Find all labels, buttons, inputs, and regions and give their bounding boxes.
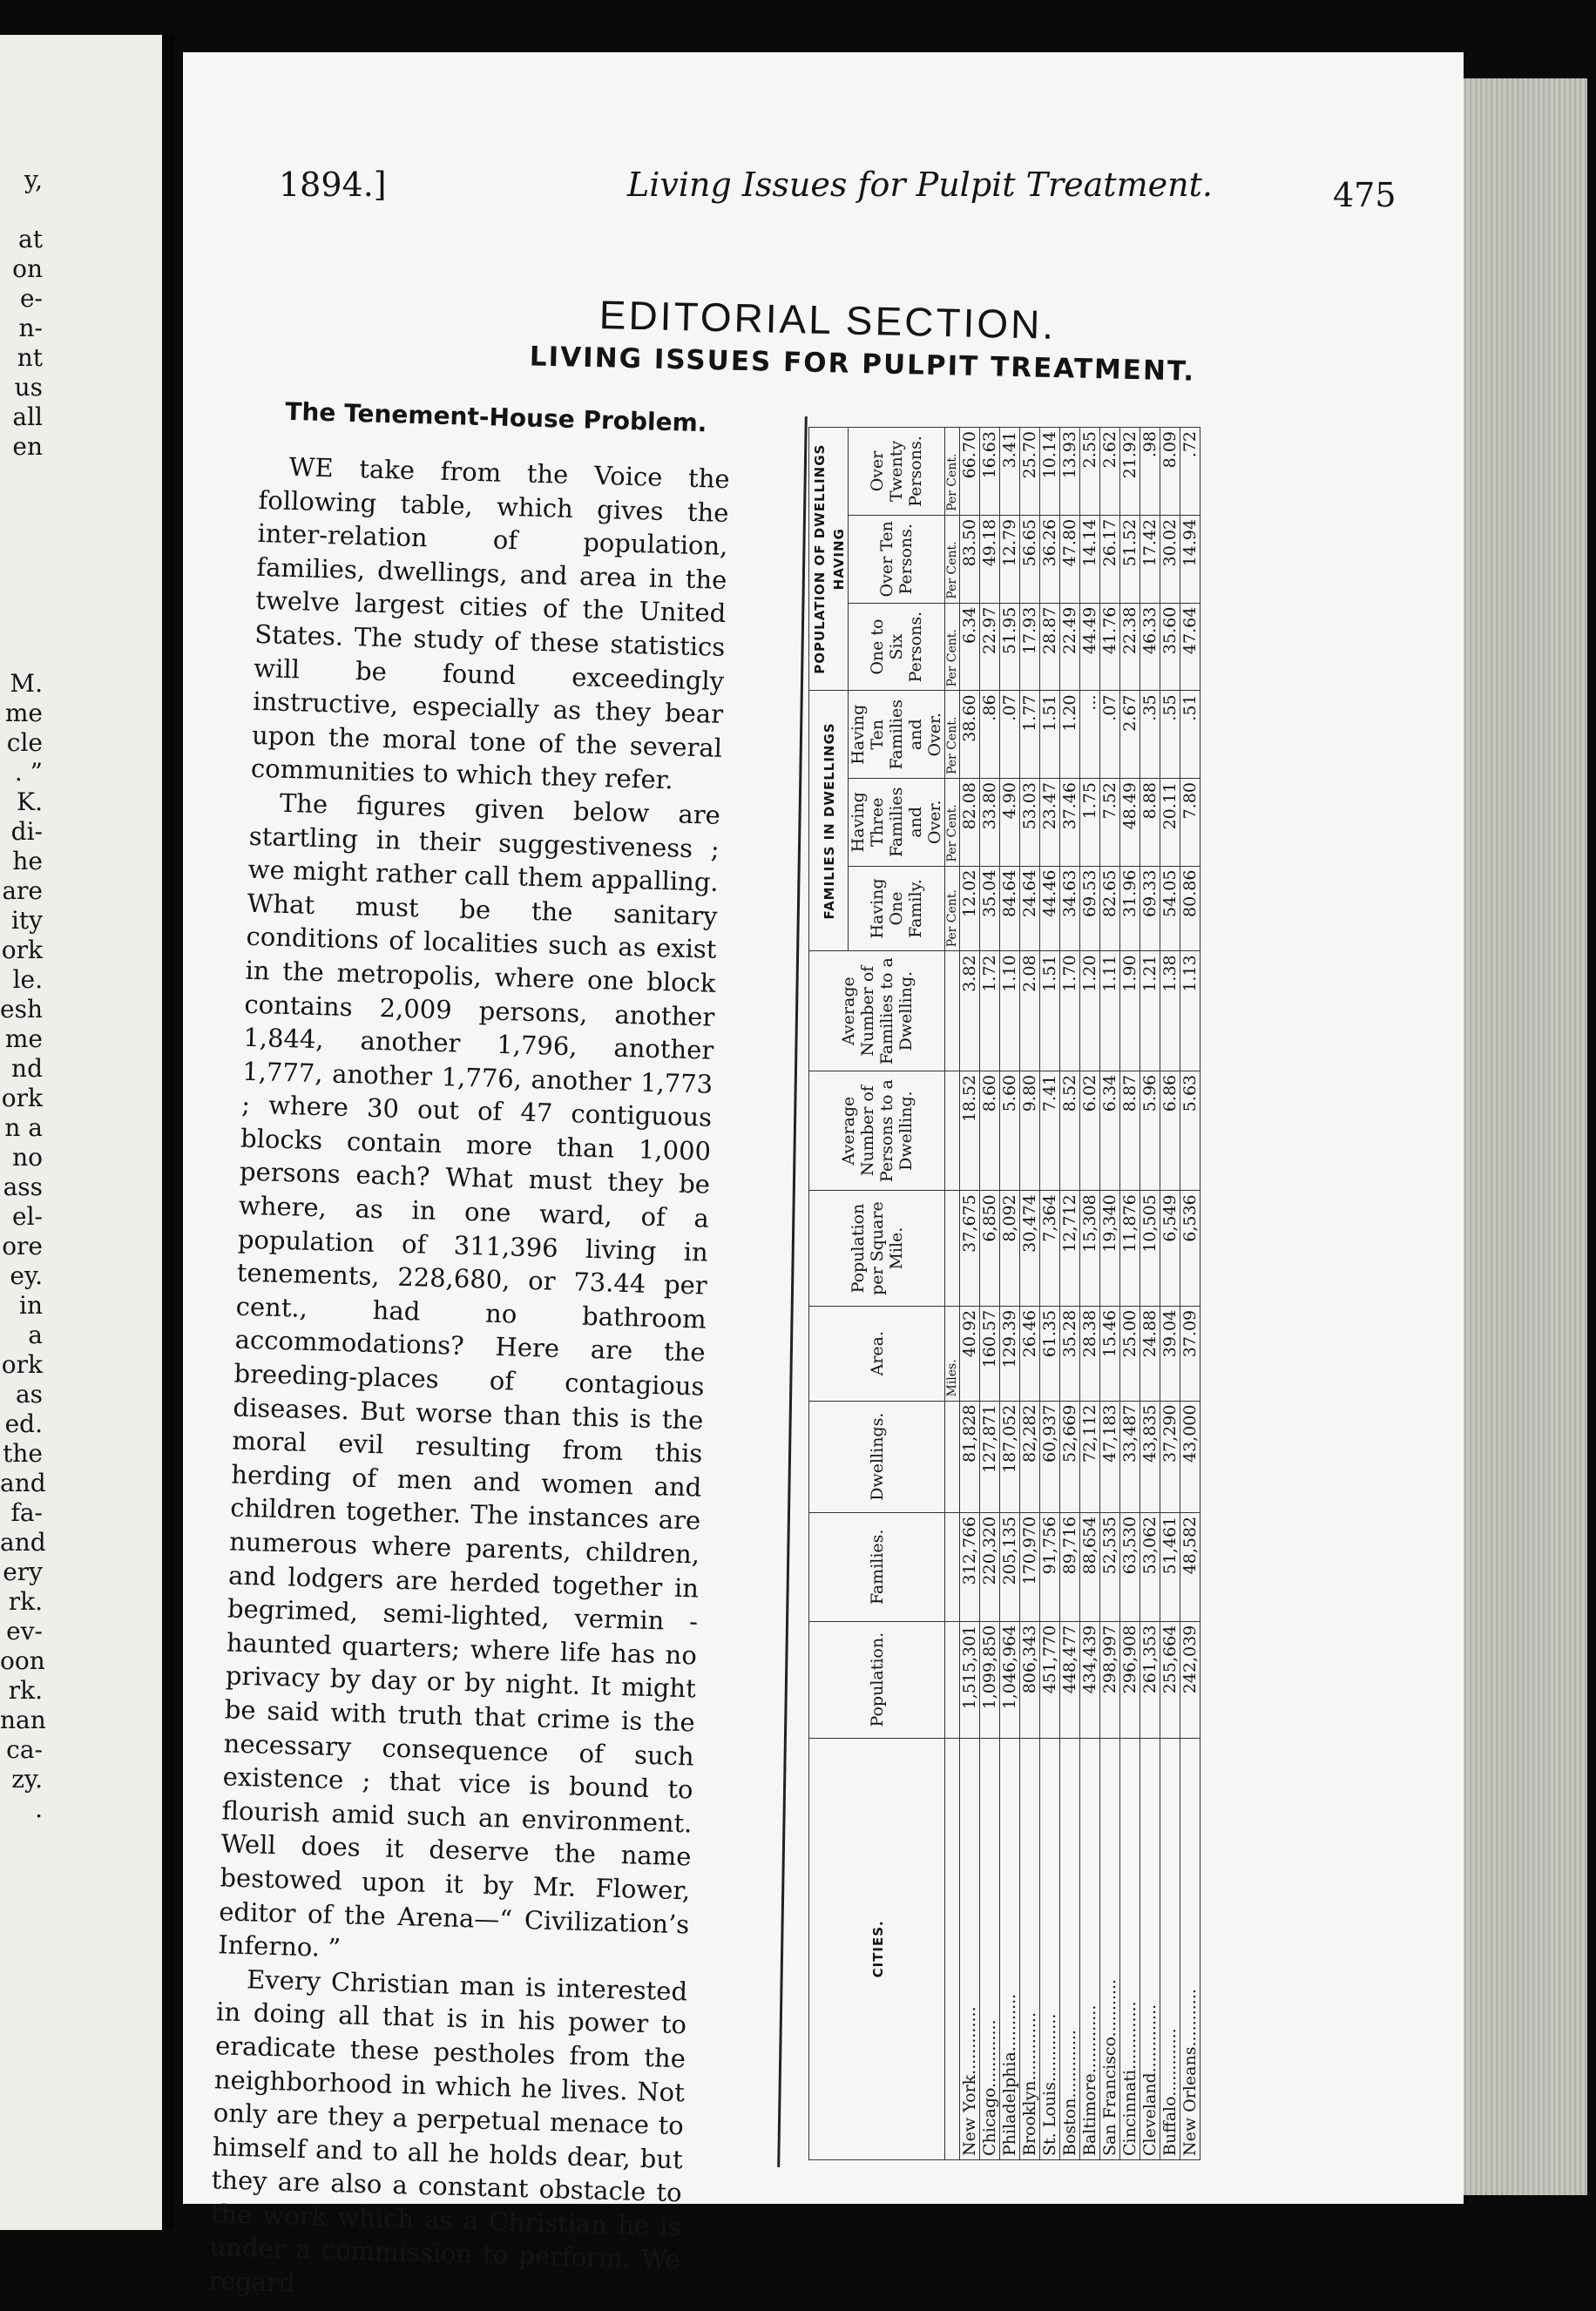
cell-having-one: 34.63 xyxy=(1060,866,1080,951)
cell-city: Chicago............. xyxy=(980,1738,1000,2159)
cell-city: Cincinnati............. xyxy=(1120,1738,1140,2159)
cell-over-ten: 12.79 xyxy=(1000,515,1020,603)
cell-having-three: 4.90 xyxy=(1000,779,1020,867)
table-row xyxy=(1060,428,1080,2160)
cell-families: 312,766 xyxy=(960,1512,980,1621)
cell-persons-per-dwelling: 8.60 xyxy=(980,1071,1000,1190)
cell-persons-per-dwelling: 5.60 xyxy=(1000,1071,1020,1190)
article-paragraph-2: The figures given below are startling in their suggestiveness ; we might rather call them appalling. What must be the sanitary conditions of localities such as exist in the metropolis, where one block contains 2,009 persons, another 1,844, another 1,796, another 1,777, another 1,776, another 1,773 ; where 30 out of 47 contiguous blocks contain more than 1,000 persons each? What must they be where, as in one ward, of a population of 311,396 living in tenements, 228,680, or 73.44 per cent., had no bathroom accommodations? Here are the breeding-places of contagious diseases. But worse than this is the moral evil resulting from this herding of men and women and children together. The instances are numerous where parents, children, and lodgers are herded together in begrimed, semi-lighted, vermin - haunted quarters; where life has no privacy by day or by night. It might be said with truth that crime is the necessary consequence of such existence ; that vice is bound to flourish amid such an environment. Well does it deserve the name bestowed upon it by Mr. Flower, editor of the Arena—“ Civilization’s Inferno. ” xyxy=(217,787,721,1963)
cell-over-twenty: 10.14 xyxy=(1040,428,1060,516)
cell-families: 170,970 xyxy=(1020,1512,1040,1621)
facing-page-fragment xyxy=(0,521,48,551)
book-page xyxy=(183,52,1464,2298)
article-paragraph-1: WE take from the Voice the following table, which gives the inter-relation of population, families, dwellings, and area in the twelve largest cities of the United States. The study of these statistics will be found exceedingly instructive, especially as they bear upon the moral tone of the several communities to which they refer. xyxy=(250,451,731,795)
facing-page-fragment: all xyxy=(12,402,43,431)
cell-population: 296,908 xyxy=(1120,1621,1140,1738)
cell-density: 30,474 xyxy=(1020,1191,1040,1307)
statistics-table-rotated xyxy=(808,427,1488,2160)
cell-population: 434,439 xyxy=(1080,1621,1100,1738)
cell-dwellings: 127,871 xyxy=(980,1401,1000,1512)
running-head-year: 1894.] xyxy=(279,166,387,204)
subsection-title: LIVING ISSUES FOR PULPIT TREATMENT. xyxy=(529,341,1196,388)
cell-population: 448,477 xyxy=(1060,1621,1080,1738)
facing-page-fragment: zy. xyxy=(11,1765,43,1794)
facing-page-fragment: the xyxy=(3,1439,43,1468)
cell-having-one: 24.64 xyxy=(1020,866,1040,951)
cell-over-ten: 51.52 xyxy=(1120,515,1140,603)
cell-having-one: 54.05 xyxy=(1160,866,1180,951)
cell-having-one: 31.96 xyxy=(1120,866,1140,951)
cell-density: 15,308 xyxy=(1080,1191,1100,1307)
cell-having-ten: .07 xyxy=(1100,691,1120,779)
cell-area: 160.57 xyxy=(980,1306,1000,1401)
facing-page-fragment: ore xyxy=(2,1232,43,1260)
facing-page-fragment: nt xyxy=(17,343,43,372)
cell-over-twenty: 66.70 xyxy=(960,428,980,516)
cell-city: New Orleans........... xyxy=(1180,1738,1200,2159)
cell-families-per-dwelling: 1.13 xyxy=(1180,951,1200,1071)
facing-page-fragment: el- xyxy=(12,1202,43,1231)
column-rule xyxy=(777,416,808,2167)
cell-area: 26.46 xyxy=(1020,1306,1040,1401)
facing-page-fragment: ca- xyxy=(6,1735,43,1764)
cell-families-per-dwelling: 2.08 xyxy=(1020,951,1040,1071)
header-over-ten: Over Ten Persons. xyxy=(849,515,945,603)
facing-page-fragment: and xyxy=(0,1528,46,1557)
facing-page-fragment: . ” xyxy=(14,758,43,787)
cell-population: 242,039 xyxy=(1180,1621,1200,1738)
cell-over-ten: 36.26 xyxy=(1040,515,1060,603)
cell-dwellings: 72,112 xyxy=(1080,1401,1100,1512)
cell-one-to-six: 51.95 xyxy=(1000,603,1020,691)
cell-city: Brooklyn............. xyxy=(1020,1738,1040,2159)
cell-dwellings: 37,290 xyxy=(1160,1401,1180,1512)
facing-page-fragment xyxy=(0,491,48,521)
cell-having-one: 12.02 xyxy=(960,866,980,951)
cell-having-ten: .51 xyxy=(1180,691,1200,779)
header-having-one: Having One Family. xyxy=(849,866,945,951)
cell-over-ten: 26.17 xyxy=(1100,515,1120,603)
cell-density: 6,549 xyxy=(1160,1191,1180,1307)
cell-over-twenty: .98 xyxy=(1140,428,1160,516)
table-row xyxy=(1000,428,1020,2160)
cell-families-per-dwelling: 1.11 xyxy=(1100,951,1120,1071)
header-cities: CITIES. xyxy=(809,1738,945,2159)
cell-dwellings: 47,183 xyxy=(1100,1401,1120,1512)
cell-persons-per-dwelling: 5.63 xyxy=(1180,1071,1200,1190)
facing-page-fragment: nan xyxy=(0,1706,46,1734)
facing-page-fragment: . xyxy=(35,1794,43,1823)
cell-city: New York............. xyxy=(960,1738,980,2159)
cell-population: 261,353 xyxy=(1140,1621,1160,1738)
cell-density: 6,536 xyxy=(1180,1191,1200,1307)
header-area: Area. xyxy=(809,1306,945,1401)
facing-page-fragment: n a xyxy=(4,1113,43,1142)
cell-area: 25.00 xyxy=(1120,1306,1140,1401)
facing-page-fragment: us xyxy=(14,373,43,402)
header-families: Families. xyxy=(809,1512,945,1621)
table-row xyxy=(960,428,980,2160)
article-column xyxy=(208,396,732,2311)
cell-families: 220,320 xyxy=(980,1512,1000,1621)
facing-page-fragment xyxy=(0,195,48,225)
facing-page-fragment: le. xyxy=(12,965,43,994)
cell-having-three: 33.80 xyxy=(980,779,1000,867)
table-row xyxy=(1160,428,1180,2160)
cell-over-ten: 17.42 xyxy=(1140,515,1160,603)
cell-over-twenty: 8.09 xyxy=(1160,428,1180,516)
facing-page-fragment: ery xyxy=(3,1558,43,1586)
cell-dwellings: 187,052 xyxy=(1000,1401,1020,1512)
header-families-per-dwelling: Average Number of Families to a Dwelling. xyxy=(809,951,945,1071)
cell-area: 35.28 xyxy=(1060,1306,1080,1401)
facing-page-fragment: in xyxy=(19,1291,43,1320)
cell-over-ten: 30.02 xyxy=(1160,515,1180,603)
cell-families-per-dwelling: 1.38 xyxy=(1160,951,1180,1071)
cell-one-to-six: 46.33 xyxy=(1140,603,1160,691)
cell-having-one: 69.53 xyxy=(1080,866,1100,951)
unit-miles: Miles. xyxy=(945,1306,960,1401)
facing-page-fragment: no xyxy=(12,1143,43,1172)
cell-having-three: 7.80 xyxy=(1180,779,1200,867)
cell-persons-per-dwelling: 5.96 xyxy=(1140,1071,1160,1190)
cell-city: San Francisco........... xyxy=(1100,1738,1120,2159)
table-row xyxy=(980,428,1000,2160)
facing-page-fragment: me xyxy=(4,699,43,727)
header-population: Population. xyxy=(809,1621,945,1738)
cell-persons-per-dwelling: 6.34 xyxy=(1100,1071,1120,1190)
cell-population: 1,046,964 xyxy=(1000,1621,1020,1738)
cell-having-three: 20.11 xyxy=(1160,779,1180,867)
facing-page-fragment xyxy=(0,551,48,580)
table-row xyxy=(1040,428,1060,2160)
cell-families-per-dwelling: 1.72 xyxy=(980,951,1000,1071)
cell-over-ten: 49.18 xyxy=(980,515,1000,603)
cell-density: 7,364 xyxy=(1040,1191,1060,1307)
cell-dwellings: 33,487 xyxy=(1120,1401,1140,1512)
cell-one-to-six: 28.87 xyxy=(1040,603,1060,691)
cell-families-per-dwelling: 1.20 xyxy=(1080,951,1100,1071)
cell-city: Philadelphia........... xyxy=(1000,1738,1020,2159)
cell-families-per-dwelling: 1.51 xyxy=(1040,951,1060,1071)
cell-families-per-dwelling: 1.70 xyxy=(1060,951,1080,1071)
header-over-twenty: Over Twenty Persons. xyxy=(849,428,945,516)
running-head-title: Living Issues for Pulpit Treatment. xyxy=(627,166,1213,204)
facing-page-fragment: and xyxy=(0,1469,46,1497)
cell-having-ten: .86 xyxy=(980,691,1000,779)
cell-dwellings: 82,282 xyxy=(1020,1401,1040,1512)
section-title: EDITORIAL SECTION. xyxy=(598,292,1057,348)
cell-density: 19,340 xyxy=(1100,1191,1120,1307)
cell-having-one: 84.64 xyxy=(1000,866,1020,951)
cell-having-three: 82.08 xyxy=(960,779,980,867)
cell-city: St. Louis............. xyxy=(1040,1738,1060,2159)
cell-over-twenty: 21.92 xyxy=(1120,428,1140,516)
facing-page-fragment: n- xyxy=(18,314,43,342)
article-title: The Tenement-House Problem. xyxy=(284,396,707,438)
cell-over-ten: 47.80 xyxy=(1060,515,1080,603)
cell-families: 53,062 xyxy=(1140,1512,1160,1621)
cell-one-to-six: 22.38 xyxy=(1120,603,1140,691)
facing-page-fragment: fa- xyxy=(10,1498,43,1527)
table-row xyxy=(1140,428,1160,2160)
cell-over-twenty: 3.41 xyxy=(1000,428,1020,516)
cell-persons-per-dwelling: 8.52 xyxy=(1060,1071,1080,1190)
page-number: 475 xyxy=(1333,176,1396,214)
cell-having-three: 23.47 xyxy=(1040,779,1060,867)
cell-over-twenty: 2.55 xyxy=(1080,428,1100,516)
facing-page-fragment: ity xyxy=(10,906,43,935)
cell-having-three: 48.49 xyxy=(1120,779,1140,867)
header-density: Population per Square Mile. xyxy=(809,1191,945,1307)
facing-page-fragment: me xyxy=(4,1024,43,1053)
cell-having-one: 35.04 xyxy=(980,866,1000,951)
cell-area: 28.38 xyxy=(1080,1306,1100,1401)
cell-having-three: 8.88 xyxy=(1140,779,1160,867)
facing-page-fragment: on xyxy=(12,254,43,283)
cell-having-one: 44.46 xyxy=(1040,866,1060,951)
facing-page-fragment: he xyxy=(12,847,43,875)
cell-one-to-six: 22.49 xyxy=(1060,603,1080,691)
header-one-to-six: One to Six Persons. xyxy=(849,603,945,691)
cell-having-three: 37.46 xyxy=(1060,779,1080,867)
facing-page-fragment: K. xyxy=(17,787,43,816)
cell-families: 88,654 xyxy=(1080,1512,1100,1621)
cell-dwellings: 60,937 xyxy=(1040,1401,1060,1512)
facing-page-fragment: ass xyxy=(3,1172,43,1201)
cell-density: 8,092 xyxy=(1000,1191,1020,1307)
cell-city: Baltimore............. xyxy=(1080,1738,1100,2159)
cell-persons-per-dwelling: 7.41 xyxy=(1040,1071,1060,1190)
facing-page-fragment: as xyxy=(15,1380,43,1409)
cell-having-ten: .55 xyxy=(1160,691,1180,779)
cell-area: 129.39 xyxy=(1000,1306,1020,1401)
cell-over-ten: 83.50 xyxy=(960,515,980,603)
facing-page-fragment xyxy=(0,580,48,610)
facing-page-fragment: en xyxy=(12,432,43,461)
cell-population: 1,515,301 xyxy=(960,1621,980,1738)
facing-page-fragment: ev- xyxy=(6,1617,43,1645)
facing-page-fragment: cle xyxy=(6,728,43,757)
cell-having-three: 1.75 xyxy=(1080,779,1100,867)
cell-area: 40.92 xyxy=(960,1306,980,1401)
facing-page-fragment: rk. xyxy=(8,1676,43,1705)
cell-dwellings: 43,835 xyxy=(1140,1401,1160,1512)
facing-page-fragment: M. xyxy=(10,669,43,698)
facing-page-fragment: esh xyxy=(0,995,43,1024)
cell-one-to-six: 47.64 xyxy=(1180,603,1200,691)
facing-page-fragment: y, xyxy=(24,166,43,194)
table-units-row xyxy=(945,428,960,2160)
facing-page-fragment xyxy=(0,639,48,669)
unit-per-cent: Per Cent. xyxy=(945,691,960,779)
cell-over-twenty: 16.63 xyxy=(980,428,1000,516)
facing-page-fragment: oon xyxy=(0,1646,45,1675)
unit-per-cent: Per Cent. xyxy=(945,603,960,691)
cell-one-to-six: 35.60 xyxy=(1160,603,1180,691)
facing-page-fragment: di- xyxy=(10,817,43,846)
facing-page xyxy=(0,35,170,2230)
cell-population: 255,664 xyxy=(1160,1621,1180,1738)
cell-dwellings: 81,828 xyxy=(960,1401,980,1512)
facing-page-text-fragments xyxy=(0,166,48,1824)
cell-dwellings: 43,000 xyxy=(1180,1401,1200,1512)
facing-page-fragment: a xyxy=(28,1321,43,1349)
cell-area: 24.88 xyxy=(1140,1306,1160,1401)
cell-having-one: 69.33 xyxy=(1140,866,1160,951)
cell-having-three: 7.52 xyxy=(1100,779,1120,867)
table-row xyxy=(1100,428,1120,2160)
cell-families: 91,756 xyxy=(1040,1512,1060,1621)
cell-density: 11,876 xyxy=(1120,1191,1140,1307)
cell-having-ten: 1.51 xyxy=(1040,691,1060,779)
cell-having-ten: .35 xyxy=(1140,691,1160,779)
facing-page-fragment: e- xyxy=(19,284,43,313)
cell-families-per-dwelling: 3.82 xyxy=(960,951,980,1071)
table-row xyxy=(1020,428,1040,2160)
cell-city: Boston............. xyxy=(1060,1738,1080,2159)
cell-families: 89,716 xyxy=(1060,1512,1080,1621)
cell-one-to-six: 6.34 xyxy=(960,603,980,691)
cell-over-ten: 14.94 xyxy=(1180,515,1200,603)
group-header-families: FAMILIES IN DWELLINGS xyxy=(809,691,849,951)
facing-page-fragment xyxy=(0,462,48,491)
cell-over-twenty: 2.62 xyxy=(1100,428,1120,516)
cell-persons-per-dwelling: 8.87 xyxy=(1120,1071,1140,1190)
statistics-table xyxy=(808,427,1200,2160)
facing-page-fragment: at xyxy=(18,225,43,253)
cell-dwellings: 52,669 xyxy=(1060,1401,1080,1512)
cell-families: 52,535 xyxy=(1100,1512,1120,1621)
cell-population: 451,770 xyxy=(1040,1621,1060,1738)
facing-page-fragment xyxy=(0,610,48,639)
unit-per-cent: Per Cent. xyxy=(945,428,960,516)
cell-over-twenty: 25.70 xyxy=(1020,428,1040,516)
cell-city: Buffalo............. xyxy=(1160,1738,1180,2159)
cell-persons-per-dwelling: 18.52 xyxy=(960,1071,980,1190)
cell-having-ten: .07 xyxy=(1000,691,1020,779)
cell-area: 39.04 xyxy=(1160,1306,1180,1401)
cell-area: 37.09 xyxy=(1180,1306,1200,1401)
book-gutter xyxy=(162,35,174,2230)
cell-having-ten: ... xyxy=(1080,691,1100,779)
facing-page-fragment: ork xyxy=(1,936,43,964)
cell-having-ten: 38.60 xyxy=(960,691,980,779)
facing-page-fragment: ork xyxy=(1,1350,43,1379)
cell-families: 63,530 xyxy=(1120,1512,1140,1621)
facing-page-fragment: nd xyxy=(11,1054,43,1083)
cell-families: 48,582 xyxy=(1180,1512,1200,1621)
cell-over-ten: 14.14 xyxy=(1080,515,1100,603)
cell-density: 10,505 xyxy=(1140,1191,1160,1307)
cell-families: 51,461 xyxy=(1160,1512,1180,1621)
cell-persons-per-dwelling: 6.86 xyxy=(1160,1071,1180,1190)
cell-persons-per-dwelling: 9.80 xyxy=(1020,1071,1040,1190)
cell-having-ten: 1.77 xyxy=(1020,691,1040,779)
cell-having-ten: 1.20 xyxy=(1060,691,1080,779)
facing-page-fragment: rk. xyxy=(8,1587,43,1616)
header-persons-per-dwelling: Average Number of Persons to a Dwelling. xyxy=(809,1071,945,1190)
cell-density: 12,712 xyxy=(1060,1191,1080,1307)
cell-population: 806,343 xyxy=(1020,1621,1040,1738)
facing-page-fragment: ey. xyxy=(10,1261,43,1290)
cell-families: 205,135 xyxy=(1000,1512,1020,1621)
cell-population: 1,099,850 xyxy=(980,1621,1000,1738)
cell-families-per-dwelling: 1.90 xyxy=(1120,951,1140,1071)
cell-density: 37,675 xyxy=(960,1191,980,1307)
cell-having-one: 82.65 xyxy=(1100,866,1120,951)
cell-having-three: 53.03 xyxy=(1020,779,1040,867)
cell-over-ten: 56.65 xyxy=(1020,515,1040,603)
cell-one-to-six: 17.93 xyxy=(1020,603,1040,691)
cell-one-to-six: 41.76 xyxy=(1100,603,1120,691)
cell-over-twenty: .72 xyxy=(1180,428,1200,516)
cell-city: Cleveland............. xyxy=(1140,1738,1160,2159)
article-paragraph-3: Every Christian man is interested in doing all that is in his power to eradicate these pestholes from the neighborhood in which he lives. Not only are they a perpetual menace to himself and to all he holds dear, but they are also a constant obstacle to the work which as a Christian he is under a commission to perform. We regard xyxy=(208,1963,688,2298)
table-row xyxy=(1180,428,1200,2160)
cell-over-twenty: 13.93 xyxy=(1060,428,1080,516)
cell-having-one: 80.86 xyxy=(1180,866,1200,951)
cell-families-per-dwelling: 1.10 xyxy=(1000,951,1020,1071)
facing-page-fragment: ork xyxy=(1,1084,43,1112)
cell-families-per-dwelling: 1.21 xyxy=(1140,951,1160,1071)
group-header-population: POPULATION OF DWELLINGS HAVING xyxy=(809,428,849,691)
cell-area: 61.35 xyxy=(1040,1306,1060,1401)
unit-per-cent: Per Cent. xyxy=(945,866,960,951)
header-having-ten: Having Ten Families and Over. xyxy=(849,691,945,779)
table-row xyxy=(1080,428,1100,2160)
cell-one-to-six: 44.49 xyxy=(1080,603,1100,691)
cell-having-ten: 2.67 xyxy=(1120,691,1140,779)
header-having-three: Having Three Families and Over. xyxy=(849,779,945,867)
running-head xyxy=(279,166,1481,226)
header-dwellings: Dwellings. xyxy=(809,1401,945,1512)
cell-persons-per-dwelling: 6.02 xyxy=(1080,1071,1100,1190)
facing-page-fragment: are xyxy=(2,876,43,905)
table-row xyxy=(1120,428,1140,2160)
unit-per-cent: Per Cent. xyxy=(945,515,960,603)
cell-density: 6,850 xyxy=(980,1191,1000,1307)
facing-page-fragment: ed. xyxy=(4,1409,43,1438)
cell-population: 298,997 xyxy=(1100,1621,1120,1738)
table-group-header-row xyxy=(809,428,849,2160)
cell-area: 15.46 xyxy=(1100,1306,1120,1401)
unit-per-cent: Per Cent. xyxy=(945,779,960,867)
cell-one-to-six: 22.97 xyxy=(980,603,1000,691)
